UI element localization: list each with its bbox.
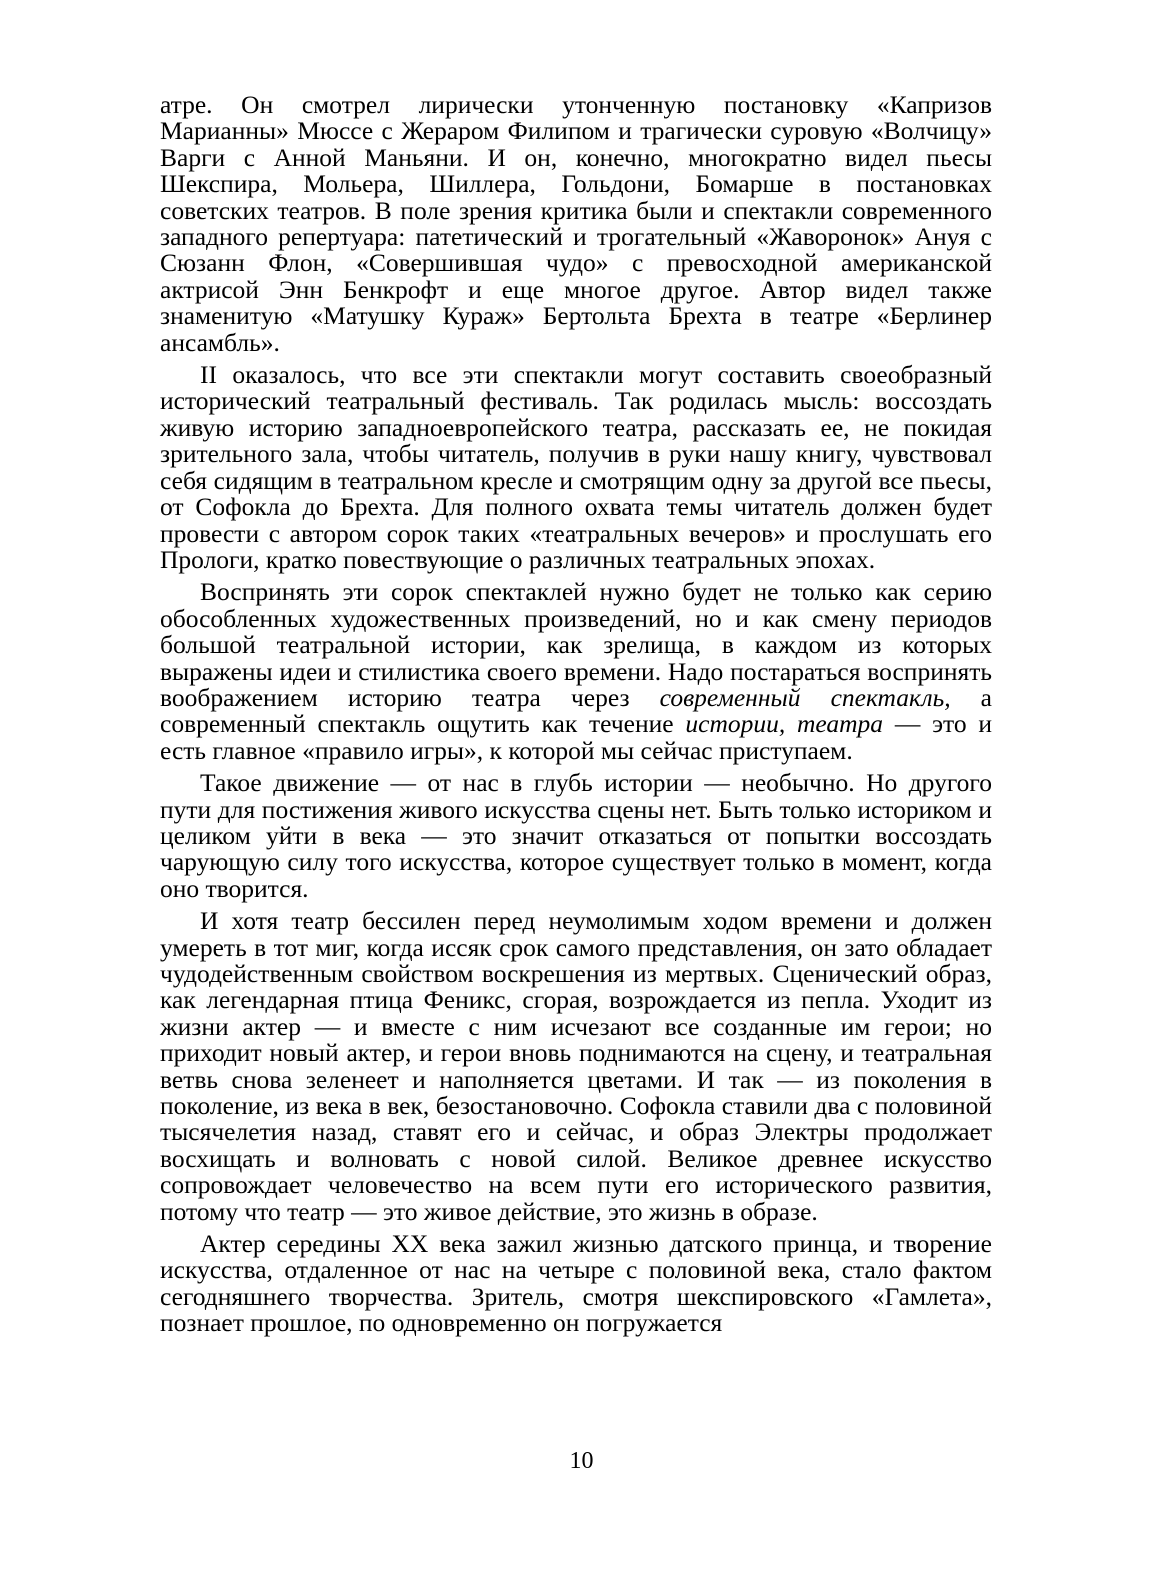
paragraph-3-text-c: — это и есть главное «правило игры», к которой мы сейчас приступаем. [160, 709, 993, 765]
paragraph-3-text-a: Воспринять эти сорок спектаклей нужно будет не только как серию обособленных художественных произведений, но и как смену периодов большой театральной истории, как зрелища, в каждом из которых выражены идеи и стилистика своего времени. Надо постараться воспринять воображением историю театра через [160, 577, 992, 712]
paragraph-1: атре. Он смотрел лирически утонченную постановку «Капризов Марианны» Мюссе с Жераром Филипом и трагически суровую «Волчицу» Варги с Анной Маньяни. И он, конечно, многократно видел пьесы Шекспира, Мольера, Шиллера, Гольдони, Бомарше в постановках советских театров. В поле зрения критика были и спектакли современного западного репертуара: патетический и трогательный «Жаворонок» Ануя с Сюзанн Флон, «Совершившая чудо» с превосходной американской актрисой Энн Бенкрофт и еще многое другое. Автор видел также знаменитую «Матушку Кураж» Бертольта Брехта в театре «Берлинер ансамбль». [160, 90, 992, 357]
paragraph-3 [160, 579, 992, 764]
paragraph-2: II оказалось, что все эти спектакли могут составить своеобразный исторический театральный фестиваль. Так родилась мысль: воссоздать живую историю западноевропейского театра, рассказать ее, не покидая зрительного зала, чтобы читатель, получив в руки нашу книгу, чувствовал себя сидящим в театральном кресле и смотрящим одну за другой все пьесы, от Софокла до Брехта. Для полного охвата темы читатель должен будет провести с автором сорок таких «театральных вечеров» и прослушать его Прологи, кратко повествующие о различных театральных эпохах. [160, 360, 992, 574]
paragraph-3-italic-a: современный спектакль, [659, 682, 951, 712]
page-number: 10 [569, 1448, 594, 1474]
paragraph-6: Актер середины XX века зажил жизнью датского принца, и творение искусства, отдаленное от нас на четыре с половиной века, стало фактом сегодняшнего творчества. Зритель, смотря шекспировского «Гамлета», познает прошлое, по одновременно он погружается [160, 1229, 992, 1338]
paragraph-3-italic-b: истории, театра [685, 709, 884, 739]
paragraph-4: Такое движение — от нас в глубь истории — необычно. Но другого пути для постижения живого искусства сцены нет. Быть только историком и целиком уйти в века — это значит отказаться от попытки воссоздать чарующую силу того искусства, которое существует только в момент, когда оно творится. [160, 768, 992, 903]
page-body [160, 92, 992, 1343]
paragraph-5: И хотя театр бессилен перед неумолимым ходом времени и должен умереть в тот миг, когда иссяк срок самого представления, он зато обладает чудодейственным свойством воскрешения из мертвых. Сценический образ, как легендарная птица Феникс, сгорая, возрождается из пепла. Уходит из жизни актер — и вместе с ним исчезают все созданные им герои; но приходит новый актер, и герои вновь поднимаются на сцену, и театральная ветвь снова зеленеет и наполняется цветами. И так — из поколения в поколение, из века в век, безостановочно. Софокла ставили два с половиной тысячелетия назад, ставят его и сейчас, и образ Электры продолжает восхищать и волновать с новой силой. Великое древнее искусство сопровождает человечество на всем пути его исторического развития, потому что театр — это живое действие, это жизнь в образе. [160, 906, 992, 1226]
paragraph-3-text-b: а современный спектакль ощутить как течение [160, 682, 992, 739]
